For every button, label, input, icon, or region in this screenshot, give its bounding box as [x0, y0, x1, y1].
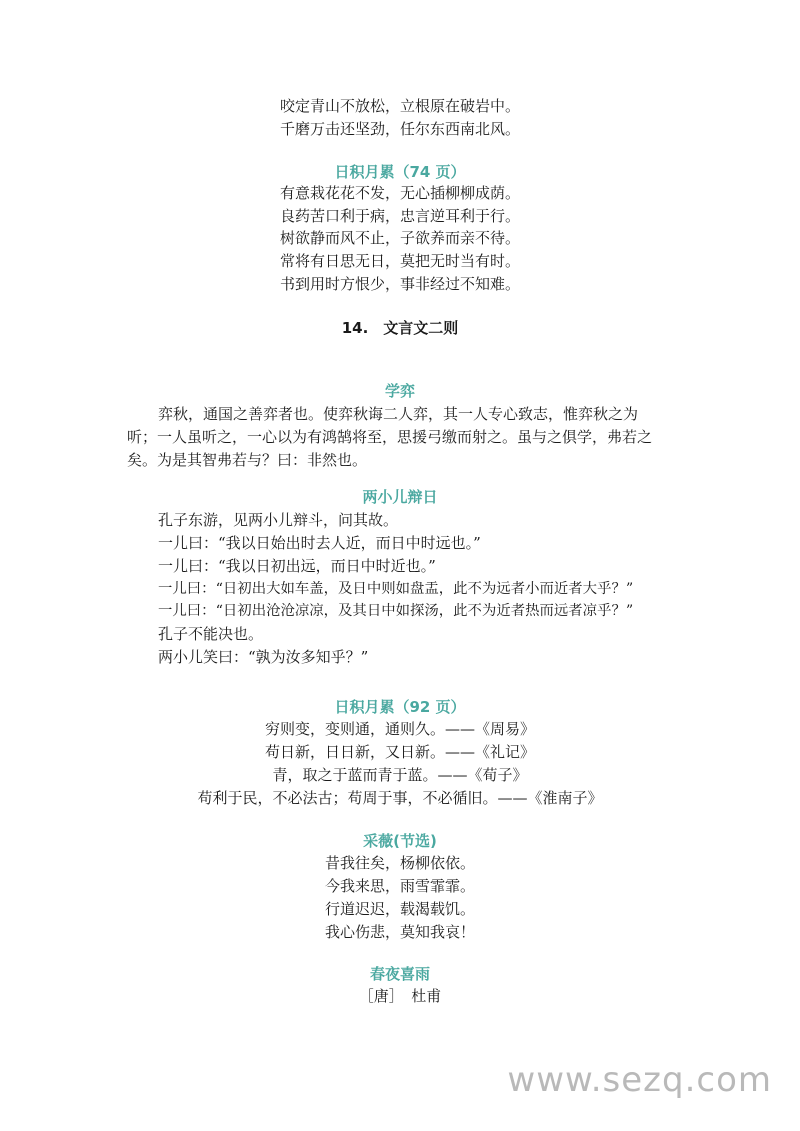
paragraph-line: 一儿曰：“日初出大如车盖，及日中则如盘盂，此不为远者小而近者大乎？” — [158, 581, 634, 597]
paragraph-line: 一儿曰：“我以日初出远，而日中时近也。” — [158, 557, 436, 575]
chapter-title: 14. 文言文二则 — [341, 319, 459, 337]
section-heading: 采薇(节选) — [363, 832, 437, 850]
paragraph-line: 矣。为是其智弗若与？曰：非然也。 — [127, 451, 368, 469]
poem-line: 今我来思，雨雪霏霏。 — [324, 877, 475, 895]
proverb-line: 良药苦口利于病，忠言逆耳利于行。 — [279, 207, 520, 225]
paragraph-line: 孔子不能决也。 — [158, 625, 264, 643]
proverb-line: 书到用时方恨少，事非经过不知难。 — [279, 275, 520, 293]
quote-line: 青，取之于蓝而青于蓝。——《荀子》 — [272, 766, 528, 784]
quote-line: 穷则变，变则通，通则久。——《周易》 — [264, 720, 535, 738]
paragraph-line: 孔子东游，见两小儿辩斗，问其故。 — [158, 511, 399, 529]
proverb-line: 树欲静而风不止，子欲养而亲不待。 — [279, 229, 520, 247]
paragraph-line: 一儿曰：“日初出沧沧凉凉，及其日中如探汤，此不为近者热而远者凉乎？” — [158, 603, 634, 619]
author-line: ［唐］ 杜甫 — [358, 987, 442, 1005]
poem-line: 千磨万击还坚劲，任尔东西南北风。 — [279, 120, 520, 138]
section-heading: 春夜喜雨 — [369, 965, 430, 983]
poem-line: 咬定青山不放松，立根原在破岩中。 — [279, 97, 520, 115]
paragraph-line: 听；一人虽听之，一心以为有鸿鹄将至，思援弓缴而射之。虽与之俱学，弗若之 — [127, 428, 653, 446]
section-heading: 日积月累（92 页） — [334, 698, 466, 716]
poem-line: 昔我往矣，杨柳依依。 — [324, 854, 475, 872]
poem-line: 我心伤悲，莫知我哀！ — [324, 923, 475, 941]
proverb-line: 常将有日思无日，莫把无时当有时。 — [279, 252, 520, 270]
proverb-line: 有意栽花花不发，无心插柳柳成荫。 — [279, 184, 520, 202]
section-heading: 学弈 — [384, 382, 415, 400]
section-heading: 两小儿辩日 — [362, 488, 438, 506]
quote-line: 苟日新，日日新，又日新。——《礼记》 — [264, 743, 535, 761]
paragraph-line: 两小儿笑曰：“孰为汝多知乎？” — [158, 648, 369, 666]
poem-line: 行道迟迟，载渴载饥。 — [324, 900, 475, 918]
paragraph-line: 弈秋，通国之善弈者也。使弈秋诲二人弈，其一人专心致志，惟弈秋之为 — [158, 405, 639, 423]
quote-line: 苟利于民，不必法古；苟周于事，不必循旧。——《淮南子》 — [197, 789, 603, 807]
paragraph-line: 一儿曰：“我以日始出时去人近，而日中时远也。” — [158, 534, 481, 552]
section-heading: 日积月累（74 页） — [334, 163, 466, 181]
watermark: www.sezq.com — [507, 1060, 772, 1100]
